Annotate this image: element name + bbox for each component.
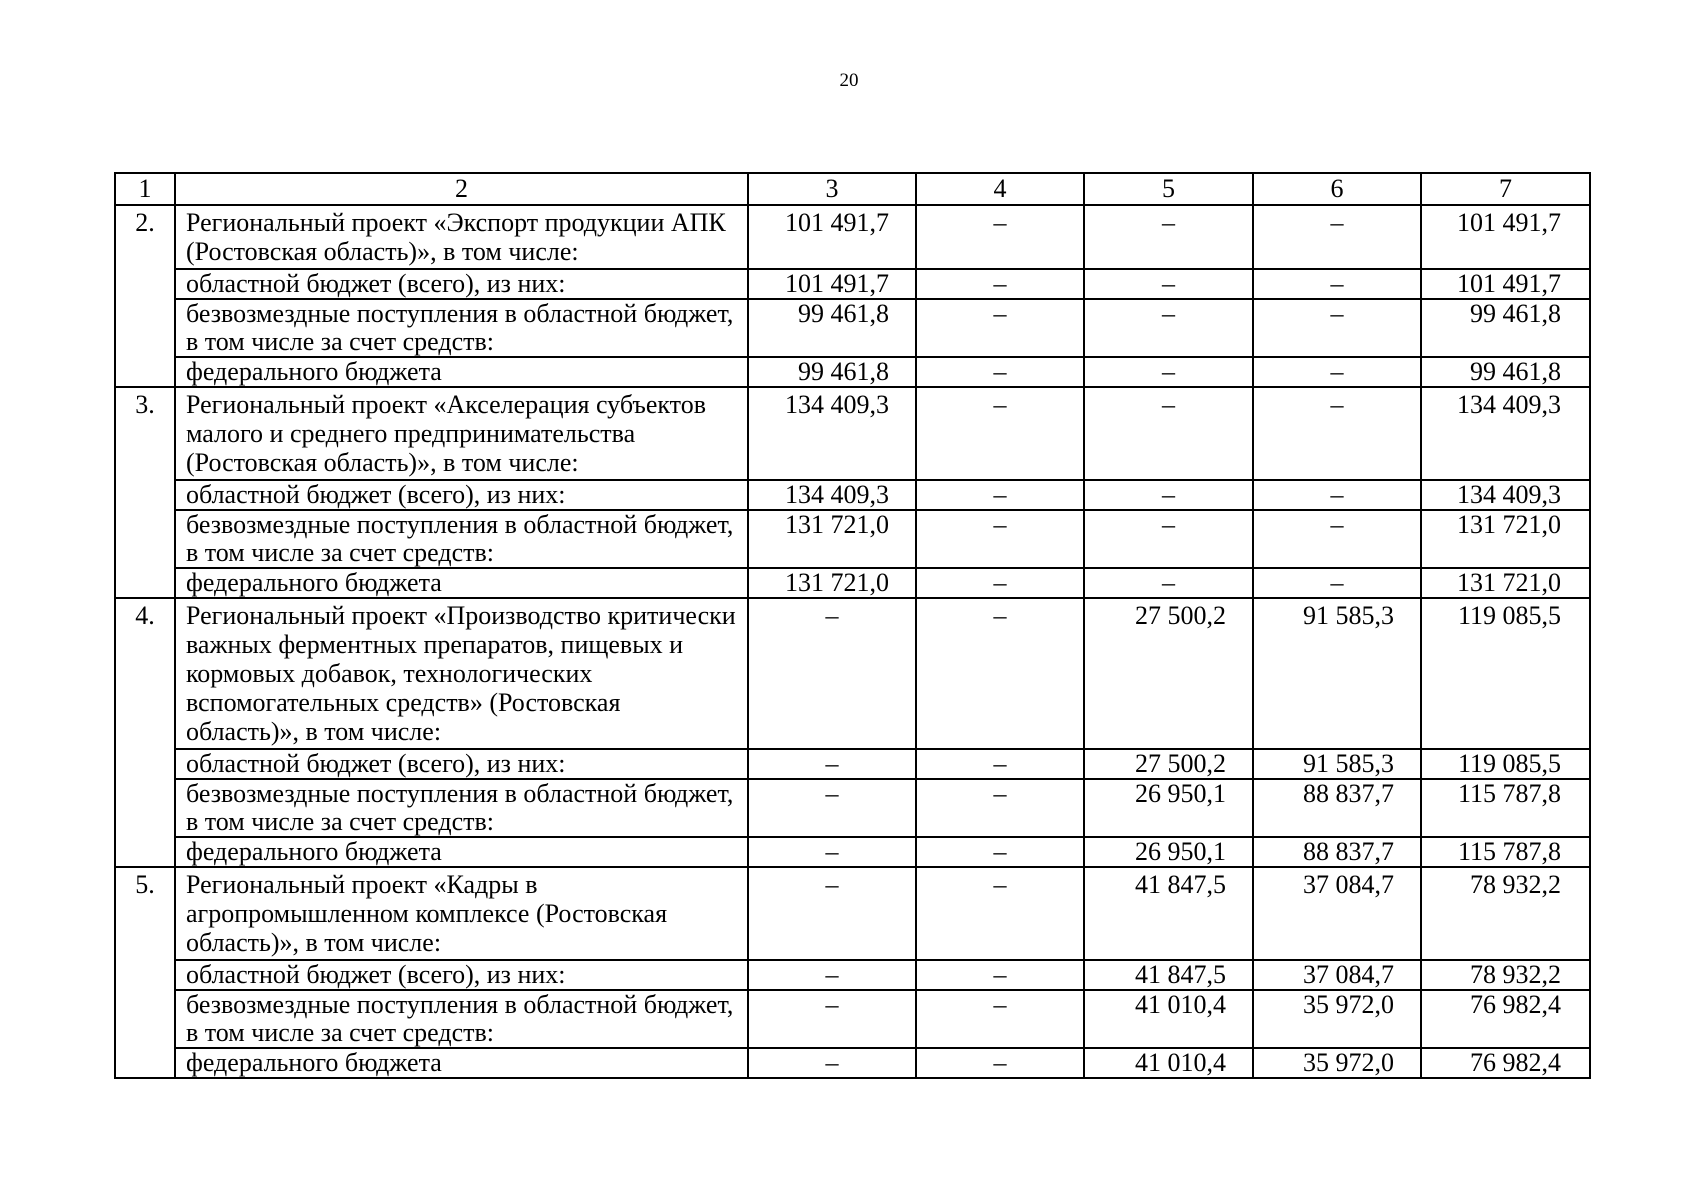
- value-col-6: 37 084,7: [1253, 867, 1421, 960]
- value-col-3: –: [748, 960, 916, 990]
- budget-subrow: [115, 779, 1590, 837]
- budget-subrow: [115, 837, 1590, 867]
- value-col-3: 134 409,3: [748, 387, 916, 480]
- value-col-7: 99 461,8: [1421, 357, 1590, 387]
- project-number: 5.: [115, 867, 175, 1078]
- value-col-4: –: [916, 1048, 1084, 1078]
- value-col-6: –: [1253, 480, 1421, 510]
- project-row: [115, 205, 1590, 269]
- budget-subrow: [115, 749, 1590, 779]
- value-col-6: 37 084,7: [1253, 960, 1421, 990]
- value-col-7: 131 721,0: [1421, 568, 1590, 598]
- value-col-5: 27 500,2: [1084, 598, 1253, 749]
- project-number: 2.: [115, 205, 175, 387]
- budget-subrow: [115, 510, 1590, 568]
- row-description: безвозмездные поступления в областной бюджет, в том числе за счет средств:: [175, 990, 748, 1048]
- value-col-3: –: [748, 749, 916, 779]
- project-row: [115, 598, 1590, 749]
- value-col-7: 115 787,8: [1421, 779, 1590, 837]
- budget-table-body: [115, 173, 1590, 1078]
- value-col-4: –: [916, 568, 1084, 598]
- value-col-5: 41 847,5: [1084, 867, 1253, 960]
- row-description: областной бюджет (всего), из них:: [175, 749, 748, 779]
- value-col-6: 35 972,0: [1253, 1048, 1421, 1078]
- value-col-4: –: [916, 510, 1084, 568]
- row-description: безвозмездные поступления в областной бюджет, в том числе за счет средств:: [175, 510, 748, 568]
- value-col-7: 119 085,5: [1421, 598, 1590, 749]
- value-col-3: –: [748, 837, 916, 867]
- value-col-3: 131 721,0: [748, 510, 916, 568]
- row-description: Региональный проект «Экспорт продукции АПК (Ростовская область)», в том числе:: [175, 205, 748, 269]
- value-col-6: –: [1253, 387, 1421, 480]
- value-col-6: –: [1253, 510, 1421, 568]
- value-col-4: –: [916, 480, 1084, 510]
- value-col-7: 76 982,4: [1421, 1048, 1590, 1078]
- value-col-4: –: [916, 837, 1084, 867]
- value-col-7: 78 932,2: [1421, 960, 1590, 990]
- value-col-5: –: [1084, 510, 1253, 568]
- value-col-3: 101 491,7: [748, 205, 916, 269]
- budget-subrow: [115, 568, 1590, 598]
- value-col-4: –: [916, 269, 1084, 299]
- project-number: 3.: [115, 387, 175, 598]
- value-col-7: 78 932,2: [1421, 867, 1590, 960]
- value-col-6: 88 837,7: [1253, 779, 1421, 837]
- row-description: федерального бюджета: [175, 1048, 748, 1078]
- header-cell: 2: [175, 173, 748, 205]
- value-col-4: –: [916, 779, 1084, 837]
- row-description: безвозмездные поступления в областной бюджет, в том числе за счет средств:: [175, 299, 748, 357]
- value-col-6: –: [1253, 568, 1421, 598]
- value-col-5: –: [1084, 269, 1253, 299]
- page-number: 20: [839, 70, 859, 91]
- header-row: [115, 173, 1590, 205]
- value-col-3: 99 461,8: [748, 299, 916, 357]
- value-col-5: 27 500,2: [1084, 749, 1253, 779]
- budget-subrow: [115, 960, 1590, 990]
- row-description: безвозмездные поступления в областной бюджет, в том числе за счет средств:: [175, 779, 748, 837]
- value-col-7: 119 085,5: [1421, 749, 1590, 779]
- value-col-7: 99 461,8: [1421, 299, 1590, 357]
- value-col-3: 101 491,7: [748, 269, 916, 299]
- value-col-5: –: [1084, 205, 1253, 269]
- value-col-5: 41 010,4: [1084, 990, 1253, 1048]
- value-col-5: –: [1084, 299, 1253, 357]
- value-col-6: –: [1253, 357, 1421, 387]
- project-row: [115, 387, 1590, 480]
- value-col-3: –: [748, 598, 916, 749]
- header-cell: 7: [1421, 173, 1590, 205]
- value-col-6: –: [1253, 269, 1421, 299]
- value-col-4: –: [916, 990, 1084, 1048]
- value-col-4: –: [916, 598, 1084, 749]
- value-col-7: 101 491,7: [1421, 269, 1590, 299]
- value-col-4: –: [916, 387, 1084, 480]
- value-col-4: –: [916, 867, 1084, 960]
- row-description: Региональный проект «Кадры в агропромышленном комплексе (Ростовская область)», в том числе:: [175, 867, 748, 960]
- value-col-4: –: [916, 357, 1084, 387]
- value-col-5: 41 010,4: [1084, 1048, 1253, 1078]
- row-description: федерального бюджета: [175, 568, 748, 598]
- value-col-4: –: [916, 299, 1084, 357]
- budget-subrow: [115, 269, 1590, 299]
- value-col-7: 131 721,0: [1421, 510, 1590, 568]
- budget-subrow: [115, 480, 1590, 510]
- budget-subrow: [115, 990, 1590, 1048]
- value-col-5: –: [1084, 357, 1253, 387]
- header-cell: 4: [916, 173, 1084, 205]
- value-col-4: –: [916, 205, 1084, 269]
- row-description: областной бюджет (всего), из них:: [175, 960, 748, 990]
- value-col-3: 134 409,3: [748, 480, 916, 510]
- header-cell: 1: [115, 173, 175, 205]
- value-col-6: 91 585,3: [1253, 749, 1421, 779]
- budget-table: [114, 172, 1591, 1079]
- value-col-7: 76 982,4: [1421, 990, 1590, 1048]
- value-col-7: 134 409,3: [1421, 480, 1590, 510]
- value-col-7: 115 787,8: [1421, 837, 1590, 867]
- value-col-6: –: [1253, 299, 1421, 357]
- value-col-5: –: [1084, 387, 1253, 480]
- value-col-5: –: [1084, 568, 1253, 598]
- row-description: Региональный проект «Акселерация субъектов малого и среднего предпринимательства (Ростовская область)», в том числе:: [175, 387, 748, 480]
- value-col-3: 131 721,0: [748, 568, 916, 598]
- value-col-4: –: [916, 749, 1084, 779]
- project-number: 4.: [115, 598, 175, 867]
- value-col-6: –: [1253, 205, 1421, 269]
- value-col-7: 134 409,3: [1421, 387, 1590, 480]
- project-row: [115, 867, 1590, 960]
- value-col-3: 99 461,8: [748, 357, 916, 387]
- row-description: Региональный проект «Производство критически важных ферментных препаратов, пищевых и кормовых добавок, технологических вспомогательных средств» (Ростовская область)», в том числе:: [175, 598, 748, 749]
- value-col-3: –: [748, 779, 916, 837]
- value-col-7: 101 491,7: [1421, 205, 1590, 269]
- row-description: федерального бюджета: [175, 357, 748, 387]
- row-description: областной бюджет (всего), из них:: [175, 269, 748, 299]
- budget-subrow: [115, 1048, 1590, 1078]
- budget-subrow: [115, 299, 1590, 357]
- header-cell: 5: [1084, 173, 1253, 205]
- value-col-5: 26 950,1: [1084, 837, 1253, 867]
- value-col-4: –: [916, 960, 1084, 990]
- header-cell: 3: [748, 173, 916, 205]
- row-description: федерального бюджета: [175, 837, 748, 867]
- value-col-3: –: [748, 990, 916, 1048]
- value-col-6: 91 585,3: [1253, 598, 1421, 749]
- row-description: областной бюджет (всего), из них:: [175, 480, 748, 510]
- header-cell: 6: [1253, 173, 1421, 205]
- budget-subrow: [115, 357, 1590, 387]
- value-col-5: –: [1084, 480, 1253, 510]
- value-col-6: 88 837,7: [1253, 837, 1421, 867]
- value-col-3: –: [748, 1048, 916, 1078]
- value-col-3: –: [748, 867, 916, 960]
- value-col-5: 26 950,1: [1084, 779, 1253, 837]
- value-col-6: 35 972,0: [1253, 990, 1421, 1048]
- value-col-5: 41 847,5: [1084, 960, 1253, 990]
